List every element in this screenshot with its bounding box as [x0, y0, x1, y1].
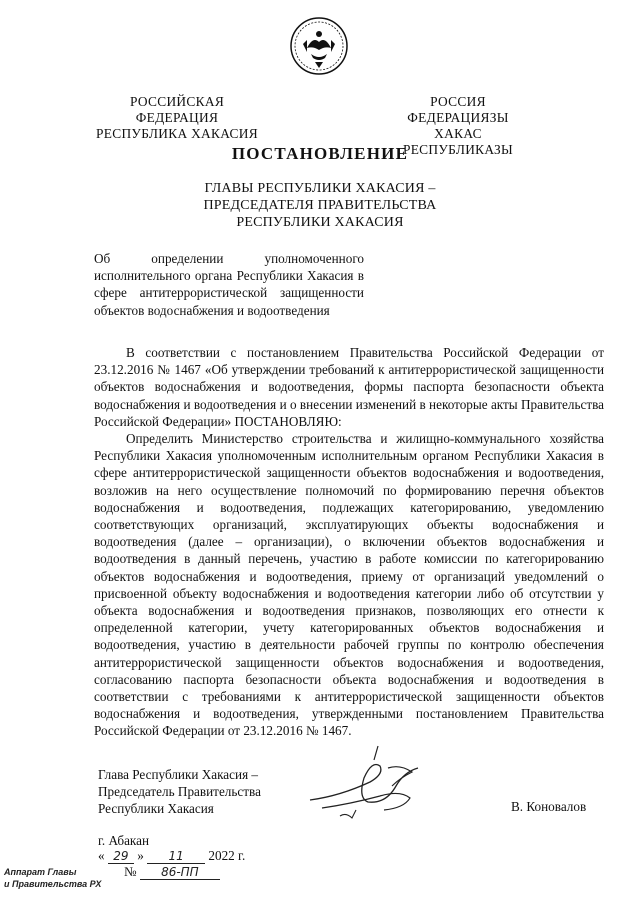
stamp-line1: Аппарат Главы [4, 867, 77, 877]
signer-title-line1: Глава Республики Хакасия – [98, 767, 259, 782]
body-paragraph-preamble: В соответствии с постановлением Правительства Российской Федерации от 23.12.2016 № 1467 «Об утверждении требований к антитеррористической защищенности объектов водоснабжения и водоотведения, формы паспорта безопасности объекта водоснабжения и водоотведения и о внесении изменений в некоторые акты Правительства Российской Федерации» ПОСТАНОВЛЯЮ: [94, 345, 604, 429]
document-number [98, 864, 220, 880]
header-right-line2: ХАКАС РЕСПУБЛИКАЗЫ [402, 126, 514, 157]
registration-stamp [4, 866, 101, 890]
authority-line3: РЕСПУБЛИКИ ХАКАСИЯ [236, 215, 404, 230]
header-left-block [88, 94, 266, 142]
authority-line2: ПРЕДСЕДАТЕЛЯ ПРАВИТЕЛЬСТВА [203, 198, 437, 213]
issue-date [98, 848, 245, 864]
authority-line1: ГЛАВЫ РЕСПУБЛИКИ ХАКАСИЯ – [204, 181, 436, 196]
header-left-line2: РЕСПУБЛИКА ХАКАСИЯ [96, 126, 258, 141]
date-close-quote: » [137, 848, 144, 863]
handwritten-signature [300, 738, 430, 828]
document-subject: Об определении уполномоченного исполнительного органа Республики Хакасия в сфере антитеррористической защищенности объектов водоснабжения и водоотведения [94, 251, 364, 318]
signer-title-line3: Республики Хакасия [98, 801, 214, 817]
header-left-line1: РОССИЙСКАЯ ФЕДЕРАЦИЯ [129, 94, 225, 125]
coat-of-arms-emblem [289, 16, 349, 76]
date-month: 11 [147, 849, 205, 864]
place-of-issue: г. Абакан [98, 833, 150, 848]
number-label: № [124, 864, 137, 879]
header-right-line1: РОССИЯ ФЕДЕРАЦИЯЗЫ [407, 94, 509, 125]
stamp-line2: и Правительства РХ [4, 879, 102, 889]
date-day: 29 [108, 849, 134, 864]
number-value: 86-ПП [140, 865, 220, 880]
date-year: 2022 г. [208, 848, 246, 863]
date-open-quote: « [98, 848, 105, 863]
signer-name: В. Коновалов [511, 799, 587, 814]
body-paragraph-resolution: Определить Министерство строительства и жилищно-коммунального хозяйства Республики Хакасия уполномоченным исполнительным органом Республики Хакасия в сфере антитеррористической защищенности объектов водоснабжения и водоотведения, возложив на него осуществление полномочий по формированию перечня объектов водоснабжения и водоотведения, подлежащих категорированию, уведомлению соответствующих организаций, эксплуатирующих объекты водоснабжения и водоотведения (далее – организации), о включении объектов водоснабжения и водоотведения в данный перечень, участию в работе комиссии по категорированию объектов водоснабжения и водоотведения, приему от организаций уведомлений о присвоенной объекту водоснабжения и водоотведения категории либо об отсутствии у объекта водоснабжения и водоотведения признаков, позволяющих его отнести к определенной категории, учету категорированных объектов водоснабжения и водоотведения, участию в деятельности рабочей группы по контролю обеспечения антитеррористической защищенности объектов водоснабжения и водоотведения, согласованию паспорта безопасности объекта водоснабжения и водоотведения в соответствии с требованиями к антитеррористической защищенности объектов водоснабжения и водоотведения, утвержденными постановлением Правительства Российской Федерации от 23.12.2016 № 1467. [94, 431, 604, 739]
signer-position [98, 766, 261, 818]
issuing-authority [160, 180, 480, 231]
signer-title-line2: Председатель Правительства [98, 784, 261, 800]
document-type-title: ПОСТАНОВЛЕНИЕ [231, 144, 409, 163]
document-body [94, 344, 604, 740]
